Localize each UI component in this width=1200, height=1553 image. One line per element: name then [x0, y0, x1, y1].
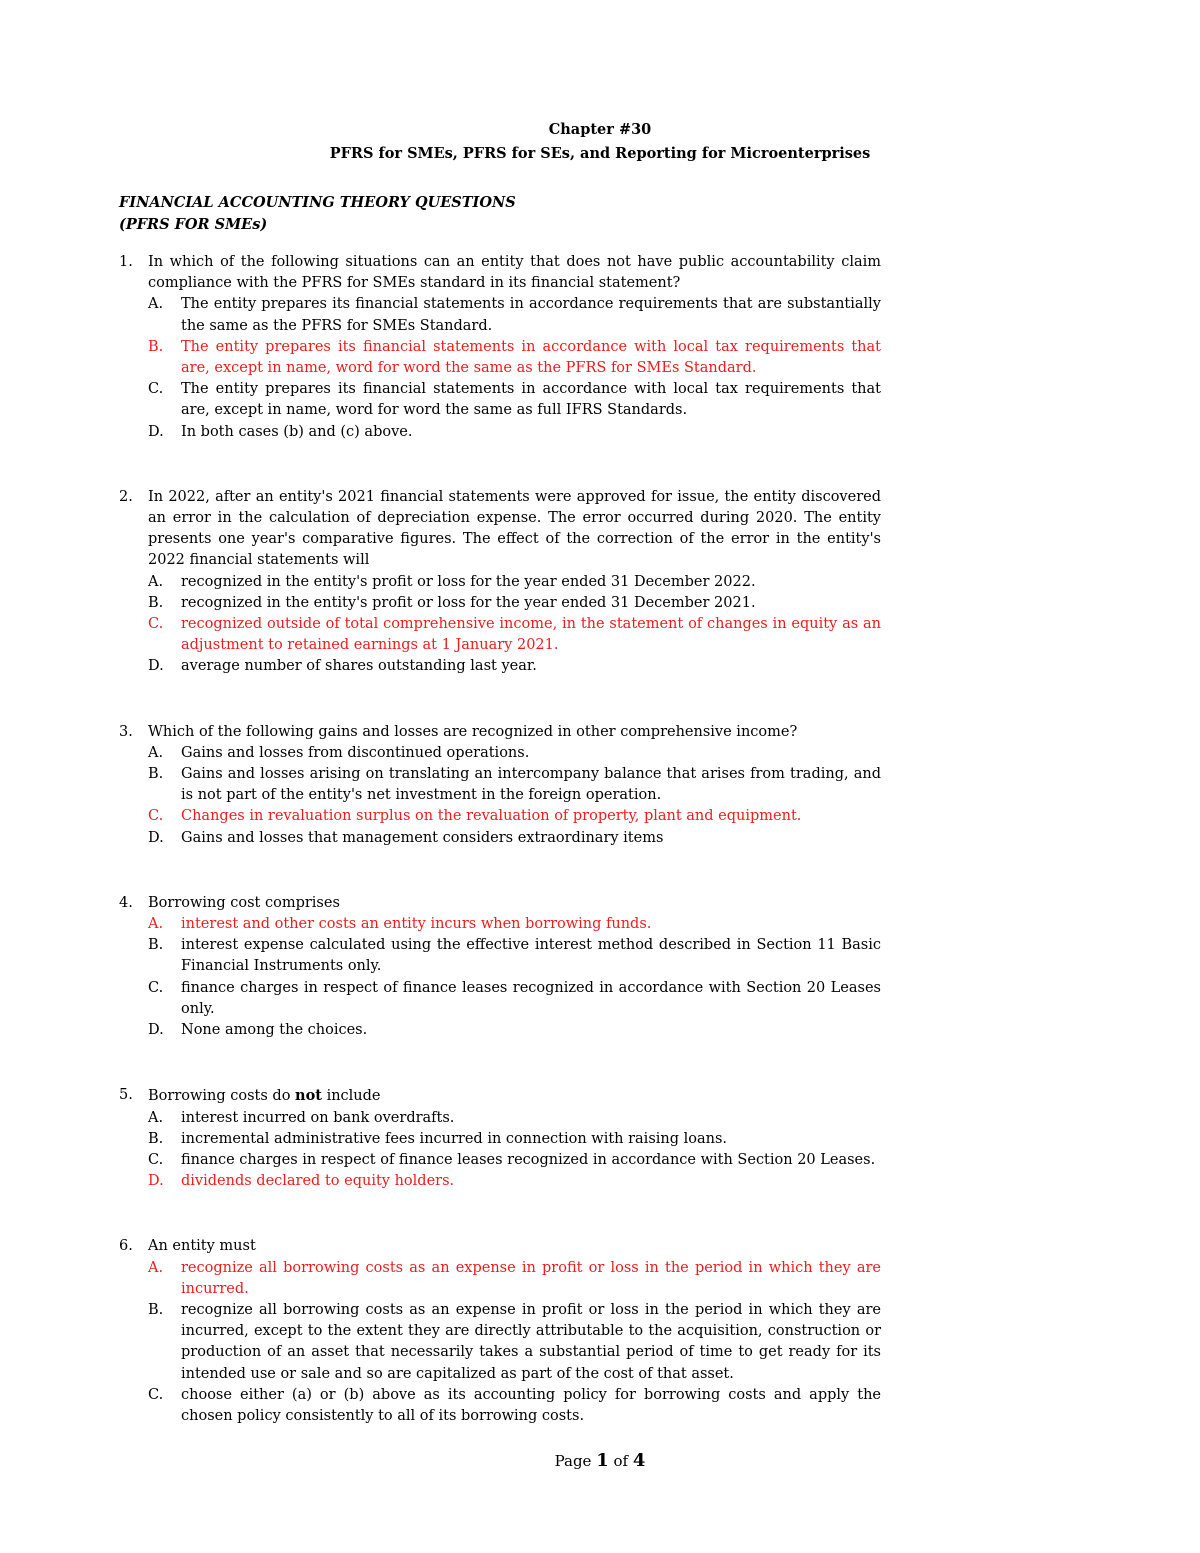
option-c-answer: [148, 614, 881, 656]
question-number: 3.: [119, 723, 133, 740]
question-2: [119, 487, 881, 678]
option-a: [148, 743, 881, 764]
option-text: Gains and losses arising on translating an intercompany balance that arises from trading, and is not part of the entity's net investment in the foreign operation.: [181, 766, 881, 804]
option-letter: B.: [148, 594, 164, 611]
option-letter: A.: [148, 1259, 164, 1276]
option-list: [148, 914, 881, 1041]
option-text: In both cases (b) and (c) above.: [181, 423, 413, 440]
question-stem: Which of the following gains and losses are recognized in other comprehensive income?: [148, 723, 798, 740]
option-letter: B.: [148, 1301, 164, 1318]
option-letter: D.: [148, 658, 164, 675]
question-stem: In which of the following situations can an entity that does not have public accountability claim compliance with the PFRS for SMEs standard in its financial statement?: [148, 254, 881, 292]
question-number: 2.: [119, 488, 133, 505]
option-text: Changes in revaluation surplus on the revaluation of property, plant and equipment.: [181, 808, 802, 825]
option-text: recognize all borrowing costs as an expense in profit or loss in the period in which they are incurred.: [181, 1259, 881, 1297]
section-heading: [119, 192, 516, 236]
question-4: [119, 893, 881, 1041]
option-b-answer: [148, 337, 881, 379]
option-list: [148, 1108, 881, 1193]
chapter-subtitle: PFRS for SMEs, PFRS for SEs, and Reporting for Microenterprises: [329, 145, 871, 162]
option-letter: B.: [148, 338, 164, 355]
option-a: [148, 294, 881, 336]
option-text: The entity prepares its financial statements in accordance with local tax requirements that are, except in name, word for word the same as the PFRS for SMEs Standard.: [181, 338, 881, 377]
section-title: FINANCIAL ACCOUNTING THEORY QUESTIONS: [119, 194, 516, 211]
question-5: [119, 1085, 881, 1192]
total-pages-number: 4: [632, 1450, 646, 1471]
question-number: 5.: [119, 1087, 133, 1104]
option-list: [148, 294, 881, 442]
option-list: [148, 572, 881, 678]
option-letter: C.: [148, 979, 164, 996]
option-letter: C.: [148, 381, 164, 398]
option-text: interest and other costs an entity incurs when borrowing funds.: [181, 916, 652, 933]
option-d: [148, 1020, 881, 1041]
option-a-answer: [148, 914, 881, 935]
option-letter: A.: [148, 573, 164, 590]
option-c: [148, 1385, 881, 1427]
page-footer: [0, 1450, 1200, 1471]
option-letter: B.: [148, 1130, 164, 1147]
option-letter: A.: [148, 296, 164, 313]
option-text: interest incurred on bank overdrafts.: [181, 1109, 455, 1126]
option-b: [148, 935, 881, 977]
question-stem: An entity must: [148, 1238, 256, 1255]
option-list: [148, 743, 881, 849]
option-list: [148, 1258, 881, 1428]
option-b: [148, 593, 881, 614]
question-stem: In 2022, after an entity's 2021 financial statements were approved for issue, the entity discovered an error in the calculation of depreciation expense. The error occurred during 2020. The entity presents one year's comparative figures. The effect of the correction of the error in the entity's 2022 financial statements will: [148, 488, 881, 569]
question-number: 6.: [119, 1238, 133, 1255]
option-text: recognize all borrowing costs as an expense in profit or loss in the period in which they are incurred, except to the extent they are directly attributable to the acquisition, construction or production of an asset that necessarily takes a substantial period of time to get ready for its intended use or sale and so are capitalized as part of the cost of that asset.: [181, 1301, 881, 1382]
option-text: interest expense calculated using the effective interest method described in Section 11 Basic Financial Instruments only.: [181, 937, 881, 975]
question-6: [119, 1236, 881, 1427]
question-stem: Borrowing cost comprises: [148, 894, 340, 911]
stem-text: include: [321, 1088, 381, 1105]
option-c-answer: [148, 806, 881, 827]
page-label: Page: [554, 1452, 597, 1470]
option-letter: A.: [148, 916, 164, 933]
chapter-title: Chapter #30: [548, 121, 652, 138]
option-letter: A.: [148, 744, 164, 761]
option-b: [148, 764, 881, 806]
question-number: 4.: [119, 894, 133, 911]
section-subtitle: (PFRS FOR SMEs): [119, 216, 268, 233]
option-letter: C.: [148, 808, 164, 825]
option-text: Gains and losses from discontinued operations.: [181, 744, 530, 761]
option-text: recognized in the entity's profit or loss for the year ended 31 December 2021.: [181, 594, 756, 611]
option-b: [148, 1300, 881, 1385]
option-letter: D.: [148, 1173, 164, 1190]
question-3: [119, 722, 881, 849]
option-a-answer: [148, 1258, 881, 1300]
option-a: [148, 572, 881, 593]
option-d: [148, 422, 881, 443]
option-text: None among the choices.: [181, 1022, 368, 1039]
document-header: [0, 118, 1200, 166]
option-text: choose either (a) or (b) above as its accounting policy for borrowing costs and apply the chosen policy consistently to all of its borrowing costs.: [181, 1386, 881, 1424]
question-number: 1.: [119, 254, 133, 270]
question-1: [119, 252, 881, 443]
option-text: The entity prepares its financial statements in accordance with local tax requirements that are, except in name, word for word the same as full IFRS Standards.: [181, 381, 881, 419]
option-c: [148, 1150, 881, 1171]
current-page-number: 1: [596, 1450, 609, 1471]
page-of-label: of: [608, 1452, 633, 1470]
option-text: dividends declared to equity holders.: [181, 1173, 455, 1190]
option-letter: B.: [148, 766, 164, 783]
option-letter: B.: [148, 937, 164, 954]
option-text: incremental administrative fees incurred in connection with raising loans.: [181, 1130, 728, 1147]
option-text: recognized in the entity's profit or loss for the year ended 31 December 2022.: [181, 573, 756, 590]
stem-emphasis: not: [295, 1087, 322, 1105]
option-c: [148, 379, 881, 421]
option-a: [148, 1108, 881, 1129]
question-stem: [148, 1085, 881, 1107]
option-letter: A.: [148, 1109, 164, 1126]
option-b: [148, 1129, 881, 1150]
option-text: recognized outside of total comprehensive income, in the statement of changes in equity as an adjustment to retained earnings at 1 January 2021.: [181, 616, 881, 654]
option-d: [148, 828, 881, 849]
option-letter: D.: [148, 829, 164, 846]
option-text: finance charges in respect of finance leases recognized in accordance with Section 20 Leases.: [181, 1151, 876, 1168]
option-c: [148, 978, 881, 1020]
option-letter: D.: [148, 1022, 164, 1039]
option-text: average number of shares outstanding last year.: [181, 658, 537, 675]
option-text: The entity prepares its financial statements in accordance requirements that are substantially the same as the PFRS for SMEs Standard.: [181, 296, 881, 334]
option-letter: C.: [148, 1151, 164, 1168]
option-letter: C.: [148, 1386, 164, 1403]
stem-text: Borrowing costs do: [148, 1088, 296, 1105]
option-text: Gains and losses that management considers extraordinary items: [181, 829, 664, 846]
option-letter: D.: [148, 423, 164, 440]
option-d-answer: [148, 1171, 881, 1192]
option-d: [148, 656, 881, 677]
option-text: finance charges in respect of finance leases recognized in accordance with Section 20 Leases only.: [181, 979, 881, 1017]
question-list: [119, 252, 881, 1427]
option-letter: C.: [148, 616, 164, 633]
